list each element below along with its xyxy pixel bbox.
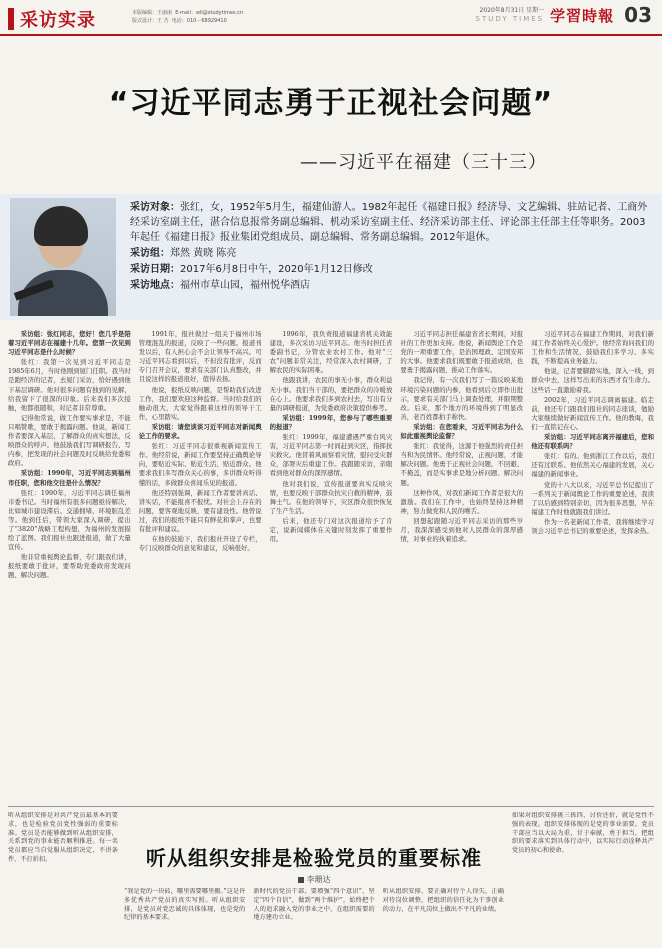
answer-paragraph: 张红：1990年，习近平同志调任福州市委书记。当时福州有很多问题亟待解决，比如城市建设滞后、交通拥堵、环境脏乱差等。他到任后，带领大家深入调研，提出了“3820”战略工程构想，为福州的发展描绘了蓝图。我们报社也跟进报道，做了大量宣传。: [8, 488, 131, 552]
article2-column: “我是党的一块砖，哪里需要哪里搬。”这是许多优秀共产党员的真实写照。听从组织安排，是党员对党忠诚的具体体现，也是党的纪律的基本要求。: [124, 888, 246, 922]
article2-column: 新时代的党员干部，要增强“四个意识”，坚定“四个自信”，做到“两个维护”，始终把个人的追求融入党的事业之中，在组织需要的地方建功立业。: [253, 888, 375, 922]
answer-paragraph: 我记得，有一次我们写了一篇反映某地环境污染问题的内参，他看到后立即作出批示，要求有关部门马上调查处理，并限期整改。后来，那个地方的环境得到了明显改善，老百姓都拍手称快。: [400, 376, 524, 421]
study-times-label: STUDY TIMES: [475, 15, 545, 23]
answer-paragraph: 他对我们说，宣传报道要真实反映灾情，也要反映干部群众抗灾自救的精神，鼓舞士气。在他的领导下，灾区群众很快恢复了生产生活。: [269, 479, 393, 515]
answer-paragraph: 他跟我讲，农民的事无小事，群众利益无小事。我们当干部的，要把群众的冷暖放在心上。他要求我们多到农村去，写出有分量的调研报道，为党委政府决策提供参考。: [269, 376, 393, 412]
interviewee-label: 采访对象：: [130, 202, 180, 213]
answer-paragraph: 党的十八大以来，习近平总书记提出了一系列关于新闻舆论工作的重要论述，我读了以后感到特别亲切，因为很多思想，早在福建工作时他就跟我们讲过。: [531, 480, 654, 516]
section-tab: [8, 6, 96, 32]
answer-paragraph: 习近平同志担任福建省省长期间，对报社的工作更加支持。他说，新闻舆论工作是党的一项重要工作，是治国理政、定国安邦的大事。他要求我们既要敢于报道成绩，也要勇于揭露问题，推动工作落实。: [400, 330, 524, 375]
answer-paragraph: 回想起跟随习近平同志采访的那些岁月，我深深感受到他对人民群众的深厚感情，对事业的执着追求。: [400, 516, 524, 544]
interviewer-label: 采访组：: [130, 248, 170, 259]
article-body: [8, 330, 654, 802]
interview-details: [130, 200, 650, 294]
answer-paragraph: 张红：1999年，福建遭遇严重台风灾害，习近平同志第一时间赶到灾区，指挥抗灾救灾。他冒着风雨察看灾情，慰问受灾群众，部署灾后重建工作。我跟随采访，亲眼看到他对群众的深厚感情。: [269, 433, 393, 478]
interview-info-block: [0, 194, 662, 320]
article-column: [531, 330, 654, 802]
question-paragraph: 采访组：1999年，您参与了哪些重要的报道？: [269, 413, 393, 431]
answer-paragraph: 2002年，习近平同志调离福建。临走前，他还专门跟我们报社的同志座谈，勉励大家继续做好新闻宣传工作。他的教诲，我们一直铭记在心。: [531, 395, 654, 431]
interviewee-photo: [10, 198, 116, 316]
answer-paragraph: 习近平同志在福建工作期间，对我们新闻工作者始终关心爱护。他经常询问我们的工作和生活情况，鼓励我们多学习、多实践，不断提高业务能力。: [531, 330, 654, 366]
article-column: [139, 330, 262, 802]
answer-paragraph: 张红：我第一次见到习近平同志是1985年6月，当时他刚到厦门任职。我当时是跑经济的记者，去厦门采访，恰好遇到他下基层调研。他对很多问题有独到的见解，给我留下了很深的印象。后来我们多次接触，他都很随和，对记者非常尊重。: [8, 358, 131, 412]
article2-author: [124, 874, 504, 885]
answer-paragraph: 张红：有的。他到浙江工作以后，我们还有过联系。他依然关心福建的发展，关心福建的新闻事业。: [531, 452, 654, 479]
answer-paragraph: 他还特别强调，新闻工作者要讲真话、讲实话，不能报喜不报忧。对社会上存在的问题，要客观地反映，要有建设性。他曾说过，我们的报纸不能只有鲜花和掌声，也要有批评和建议。: [138, 488, 262, 533]
time-label: 采访日期：: [130, 264, 180, 275]
newspaper-logo: 学習時報: [550, 6, 615, 25]
question-paragraph: 采访组：请您谈谈习近平同志对新闻舆论工作的要求。: [138, 422, 262, 441]
issue-date: 2020年8月31日 星期一: [479, 7, 545, 14]
answer-paragraph: 张红：我觉得，这源于他强烈的责任担当和为民情怀。他经常说，正视问题，才能解决问题。他勇于正视社会问题，不回避、不掩盖，而是实事求是地分析问题、解决问题。: [400, 442, 524, 487]
photo-hair: [34, 206, 88, 246]
answer-paragraph: 作为一名老新闻工作者，我将继续学习领会习近平总书记的重要论述，发挥余热。: [531, 517, 654, 535]
answer-paragraph: 他说，报纸反映问题，是帮助我们改进工作，我们要欢迎这种监督。当时给我们的触动很大，大家觉得跟着这样的领导干工作，心里踏实。: [138, 385, 262, 421]
question-paragraph: 采访组：张红同志，您好！您几乎是陪着习近平同志在福建十几年。您第一次见到习近平同志是什么时候？: [8, 330, 131, 357]
time-text: 2017年6月8日中午，2020年1月12日修改: [180, 264, 373, 275]
question-paragraph: 采访组：1990年，习近平同志到福州市任职，您和他交往是什么情况？: [8, 469, 131, 487]
article2-left-column: 听从组织安排是对共产党员最基本的要求，也是检验党员党性强弱的重要标准。党员是否能够做到听从组织安排，关系到党的事业能否顺利推进。每一名党员都应当自觉服从组织决定，不讲条件、不打折扣。: [8, 812, 118, 863]
article-column: [270, 330, 393, 802]
place-label: 采访地点：: [130, 280, 180, 291]
answer-paragraph: 1996年，我负责报道福建省机关效能建设，多次采访习近平同志。他当时担任省委副书记，分管农业农村工作。他对“三农”问题非常关注，经常深入农村调研，了解农民的实际困难。: [269, 330, 393, 375]
answer-paragraph: 这种作风，对我们新闻工作者是很大的激励。我们在工作中，也始终坚持这种精神，努力做党和人民的喉舌。: [400, 488, 524, 515]
article2-right-column: 如果对组织安排挑三拣四、讨价还价，就是党性不强的表现。组织安排体现的是党的事业需要，党员干部应当以大局为重，甘于奉献，勇于担当，把组织的要求落实到具体行动中，以实际行动诠释共产党员的初心和使命。: [512, 812, 654, 855]
interviewer-text: 郑然 黄晓 陈亮: [170, 248, 237, 259]
article2-author-name: 李珊达: [306, 875, 331, 884]
article-divider: [8, 806, 654, 807]
editor-credits: [132, 9, 243, 25]
section-bar: [8, 8, 14, 30]
email-line: E-mail：wll@studytimes.cn: [175, 10, 244, 16]
place-text: 福州市草山园，福州悦华酒店: [180, 280, 310, 291]
answer-paragraph: 张红：习近平同志很重视新闻宣传工作。他经常说，新闻工作要坚持正确舆论导向，要贴近实际、贴近生活、贴近群众。他要求我们多写群众关心的事，多讲群众听得懂的话，多做群众喜闻乐见的报道。: [138, 442, 262, 487]
answer-paragraph: 在他的鼓励下，我们报社开设了专栏，专门反映群众的意见和建议，反响很好。: [138, 535, 262, 553]
article2-column: 听从组织安排，要正确对待个人得失，正确对待岗位调整，把组织的信任化为干事创业的动力，在平凡岗位上做出不平凡的业绩。: [382, 888, 504, 913]
headline: “习近平同志勇于正视社会问题”: [108, 86, 554, 121]
answer-paragraph: 他非常重视舆论监督，专门跟我们讲，报纸要敢于批评，要帮助党委政府发现问题、解决问题。: [8, 553, 131, 580]
date-block: [476, 6, 545, 24]
interviewee-text: 张红，女，1952年5月生，福建仙游人。1982年起任《福建日报》经济导、文艺编辑、驻站记者、工商外经采访室副主任，湛合信息报常务副总编辑、机动采访室副主任、经济采访部主任、评论部主任部主任等职务。2003年起任《福建日报》报业集团党组成员、副总编辑、常务副总编辑。2012年退休。: [130, 202, 648, 243]
question-paragraph: 采访组：在您看来，习近平同志为什么如此重视舆论监督？: [400, 422, 524, 441]
masthead: [0, 0, 662, 36]
page-number: 03: [624, 3, 652, 27]
author-marker-icon: [298, 877, 304, 883]
answer-paragraph: 后来，他还专门对这次报道给予了肯定，说新闻媒体在关键时刻发挥了重要作用。: [269, 516, 393, 544]
article-column: [8, 330, 131, 802]
answer-paragraph: 记得他常说，做工作要实事求是，不能只唱赞歌，要敢于揭露问题。他说，新闻工作者要深入基层，了解群众的真实想法，反映群众的呼声。他鼓励我们写调研报告、写内参，把发现的社会问题及时反映给党委和政府。: [8, 413, 131, 468]
phone-line: 电话：010－68929410: [171, 18, 227, 24]
answer-paragraph: 1991年，报社做过一组关于福州市场管理混乱的报道，反映了一些问题。报道刊发以后，有人担心会不会让领导不高兴。可习近平同志看到以后，不但没有批评，反而专门召开会议，要求有关部门认真整改，并且说这样的报道很好，值得表扬。: [138, 330, 262, 384]
editor-line: 本版编辑：王丽丽: [132, 10, 173, 16]
question-paragraph: 采访组：习近平同志离开福建后，您和他还有联系吗？: [531, 433, 654, 451]
masthead-right: [476, 3, 652, 27]
subtitle: ——习近平在福建（三十三）: [300, 152, 547, 173]
article2-columns: [124, 888, 504, 944]
answer-paragraph: 他说，记者要脚踏实地，深入一线，到群众中去，这样写出来的东西才有生命力。这些话一直激励着我。: [531, 367, 654, 394]
article2-title: 听从组织安排是检验党员的重要标准: [146, 846, 482, 870]
designer-line: 版式设计：王 苦: [132, 18, 169, 24]
article-column: [400, 330, 523, 802]
section-name: 采访实录: [20, 10, 96, 31]
